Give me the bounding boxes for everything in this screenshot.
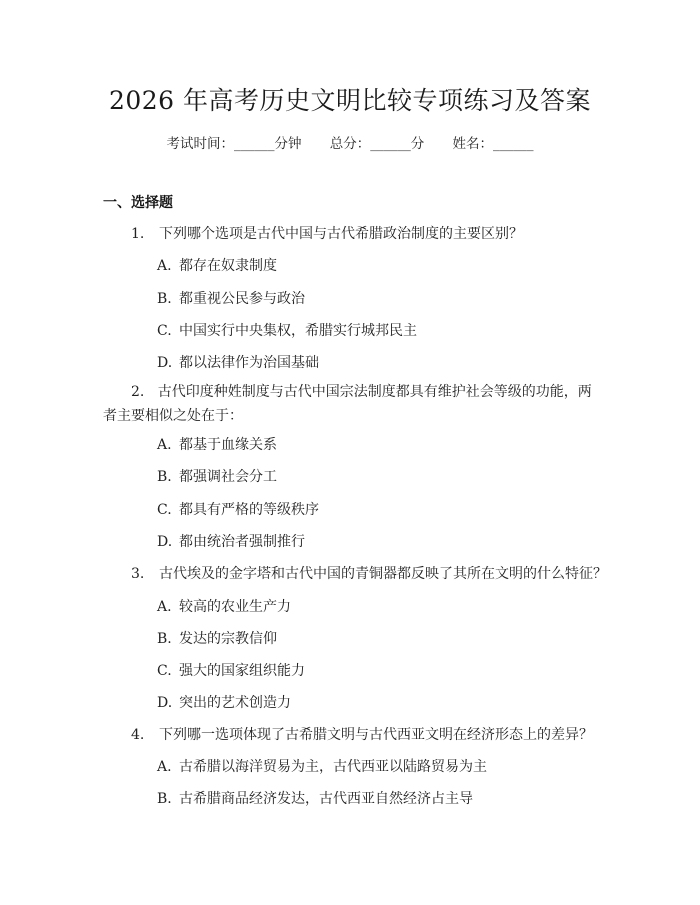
option-text: 都重视公民参与政治: [179, 291, 305, 307]
question-number: 4.: [131, 727, 145, 743]
time-unit: 分钟: [274, 136, 302, 152]
question-stem: 古代印度种姓制度与古代中国宗法制度都具有维护社会等级的功能，两者主要相似之处在于：: [103, 384, 592, 424]
score-blank: ______: [370, 136, 411, 152]
option-text: 都由统治者强制推行: [179, 534, 305, 550]
time-blank: ______: [233, 136, 275, 152]
exam-meta: [0, 132, 700, 152]
option-letter: B.: [157, 631, 172, 647]
score-label: 总分：: [329, 136, 371, 152]
score-unit: 分: [410, 136, 425, 152]
question-number: 1.: [131, 226, 145, 242]
question-2: [103, 380, 603, 428]
student-name: [453, 132, 534, 152]
question-stem: 下列哪一选项体现了古希腊文明与古代西亚文明在经济形态上的差异？: [159, 727, 593, 743]
option-2a: [157, 436, 277, 454]
question-1: [131, 225, 523, 243]
option-text: 都以法律作为治国基础: [179, 355, 319, 371]
option-text: 都强调社会分工: [179, 469, 277, 485]
page-title: 2026 年高考历史文明比较专项练习及答案: [108, 86, 592, 115]
option-letter: D.: [157, 534, 173, 550]
option-letter: A.: [157, 599, 172, 615]
option-2c: [157, 501, 319, 519]
name-blank: ______: [493, 136, 534, 152]
option-2d: [157, 533, 305, 551]
option-letter: C.: [157, 323, 172, 339]
option-3b: [157, 630, 277, 648]
total-score: [330, 132, 425, 152]
option-1a: [157, 257, 277, 275]
option-letter: A.: [157, 759, 172, 775]
option-2b: [157, 468, 277, 486]
option-letter: D.: [157, 695, 173, 711]
option-3d: [157, 694, 291, 712]
question-stem: 古代埃及的金字塔和古代中国的青铜器都反映了其所在文明的什么特征？: [159, 566, 607, 582]
option-text: 都存在奴隶制度: [179, 258, 277, 274]
option-letter: A.: [157, 437, 172, 453]
exam-time: [166, 132, 301, 152]
question-number: 2.: [131, 384, 145, 400]
option-1b: [157, 290, 305, 308]
option-3a: [157, 598, 291, 616]
section-heading: 一、选择题: [103, 195, 173, 211]
name-label: 姓名：: [452, 136, 494, 152]
option-letter: B.: [157, 291, 172, 307]
option-text: 较高的农业生产力: [179, 599, 291, 615]
option-letter: C.: [157, 663, 172, 679]
option-letter: D.: [157, 355, 173, 371]
option-text: 发达的宗教信仰: [179, 631, 277, 647]
option-letter: C.: [157, 502, 172, 518]
option-4a: [157, 758, 487, 776]
question-stem: 下列哪个选项是古代中国与古代希腊政治制度的主要区别？: [159, 226, 523, 242]
option-letter: A.: [157, 258, 172, 274]
option-letter: B.: [157, 469, 172, 485]
time-label: 考试时间：: [166, 136, 234, 152]
question-3: [131, 565, 607, 583]
option-letter: B.: [157, 791, 172, 807]
option-text: 中国实行中央集权，希腊实行城邦民主: [179, 323, 417, 339]
option-text: 都具有严格的等级秩序: [179, 502, 319, 518]
option-text: 都基于血缘关系: [179, 437, 277, 453]
option-text: 突出的艺术创造力: [179, 695, 291, 711]
option-4b: [157, 790, 473, 808]
option-3c: [157, 662, 305, 680]
option-1d: [157, 354, 319, 372]
option-text: 强大的国家组织能力: [179, 663, 305, 679]
question-number: 3.: [131, 566, 145, 582]
option-text: 古希腊以海洋贸易为主，古代西亚以陆路贸易为主: [179, 759, 487, 775]
option-1c: [157, 322, 417, 340]
option-text: 古希腊商品经济发达，古代西亚自然经济占主导: [179, 791, 473, 807]
question-4: [131, 726, 593, 744]
